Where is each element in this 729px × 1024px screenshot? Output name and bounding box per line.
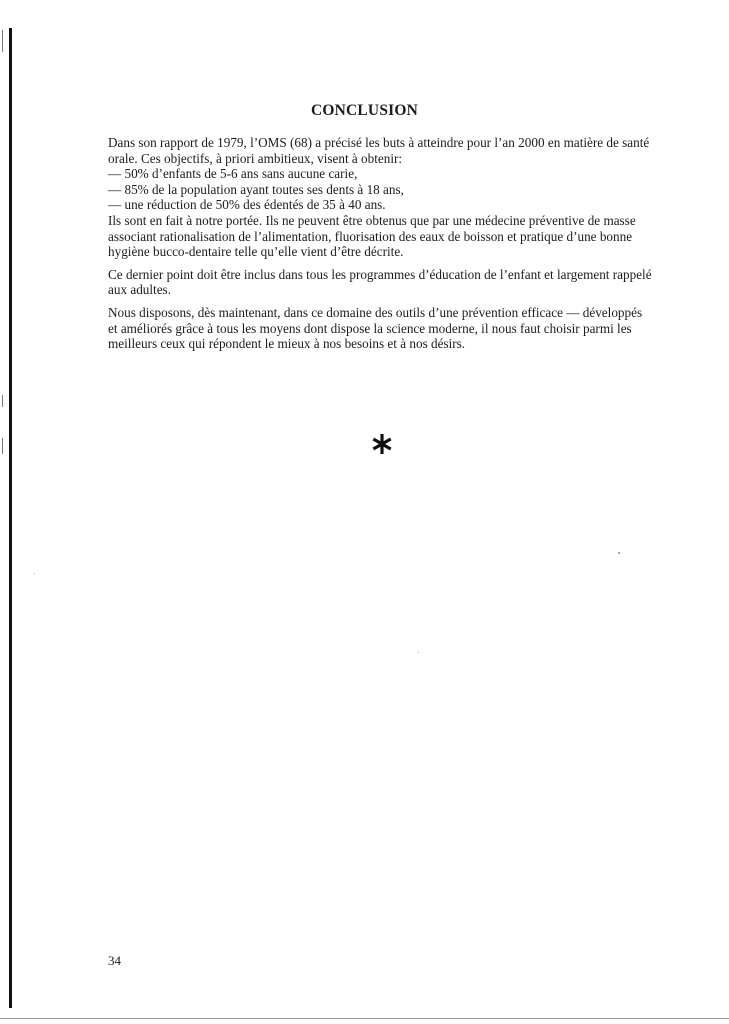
list-item: — 50% d’enfants de 5-6 ans sans aucune carie, (108, 166, 358, 182)
text-line: Nous disposons, dès maintenant, dans ce domaine des outils d’une prévention efficace — développés (108, 304, 643, 320)
asterisk-icon (370, 432, 394, 456)
scan-binding-edge (9, 28, 12, 1008)
text-line: aux adultes. (108, 282, 171, 298)
scan-speck (34, 573, 35, 574)
scan-mark (2, 438, 3, 454)
scan-speck (618, 552, 620, 554)
page-title: CONCLUSION (310, 102, 419, 119)
body-text (108, 135, 656, 359)
text-line: associant rationalisation de l’alimentation, fluorisation des eaux de boisson et pratique d’une bonne (108, 228, 633, 244)
text-line: orale. Ces objectifs, à priori ambitieux, visent à obtenir: (108, 150, 403, 166)
scan-speck (418, 652, 419, 653)
text-line: Dans son rapport de 1979, l’OMS (68) a précisé les buts à atteindre pour l’an 2000 en matière de santé (108, 135, 650, 150)
paragraph-prevention (108, 305, 656, 352)
list-item: — 85% de la population ayant toutes ses dents à 18 ans, (108, 181, 404, 197)
text-line: Ce dernier point doit être inclus dans tous les programmes d’éducation de l’enfant et largement rappelé (108, 266, 652, 282)
scan-bottom-edge (0, 1018, 729, 1019)
paragraph-education (108, 267, 656, 298)
scan-mark (2, 30, 3, 52)
scan-mark (2, 395, 3, 407)
page-number: 34 (108, 953, 121, 968)
list-item: — une réduction de 50% des édentés de 35 à 40 ans. (108, 197, 386, 213)
text-line: et améliorés grâce à tous les moyens dont dispose la science moderne, il nous faut choisir parmi les (108, 320, 632, 336)
text-line: meilleurs ceux qui répondent le mieux à nos besoins et à nos désirs. (108, 336, 466, 352)
text-line: hygiène bucco-dentaire telle qu’elle vient d’être décrite. (108, 244, 404, 260)
text-line: Ils sont en fait à notre portée. Ils ne peuvent être obtenus que par une médecine préventive de masse (108, 212, 636, 228)
paragraph-objectives (108, 135, 656, 260)
